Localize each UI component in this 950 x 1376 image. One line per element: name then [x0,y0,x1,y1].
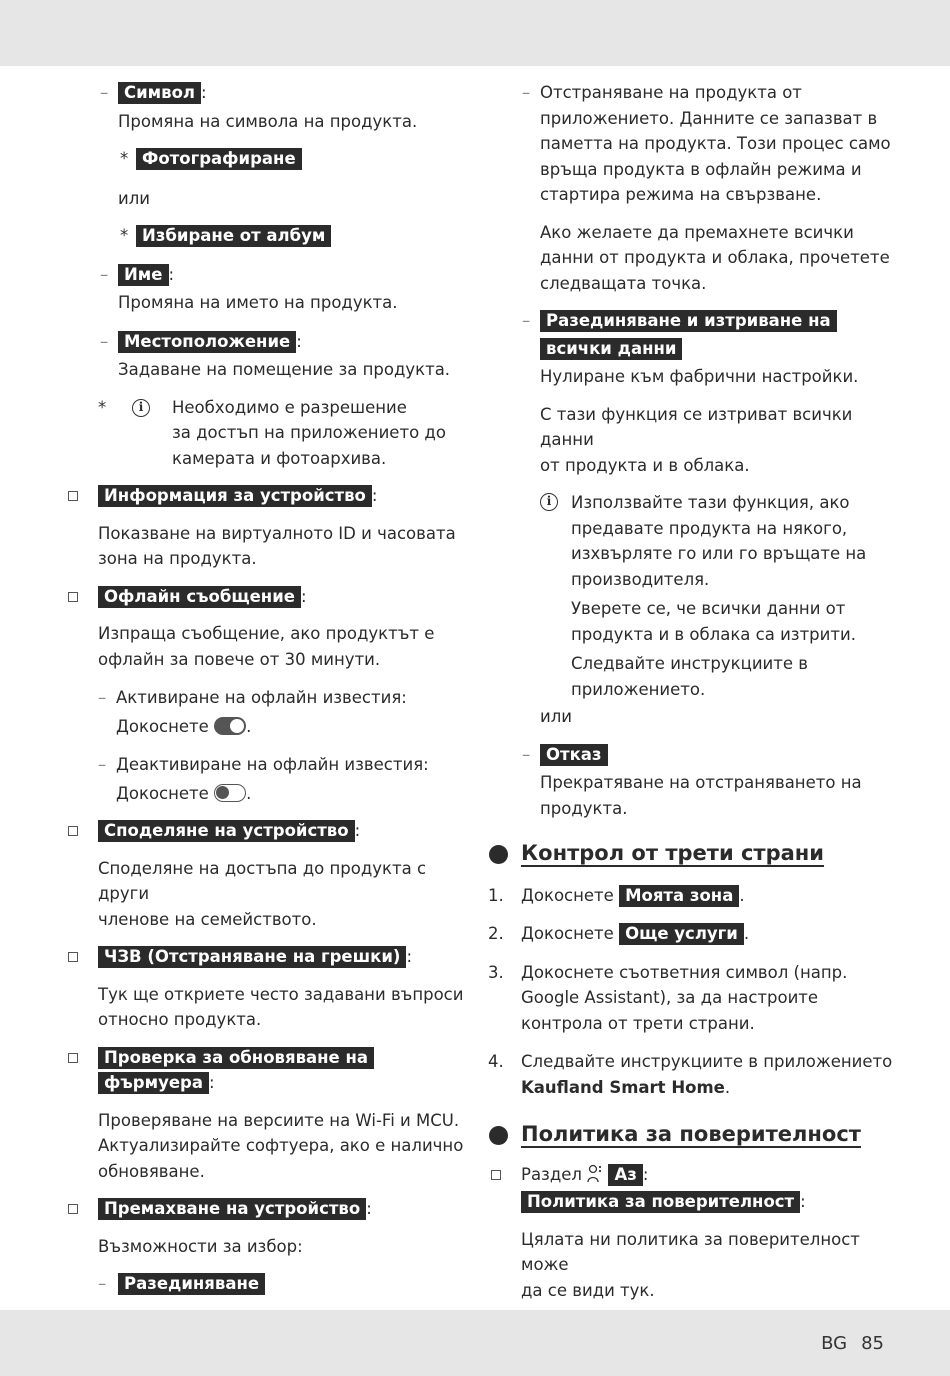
or-text: или [118,188,150,208]
colon: : [168,264,175,284]
colon: : [366,1199,372,1218]
toggle-off-icon [214,784,246,802]
dash: – [98,1274,107,1293]
offline-label: Офлайн съобщение [98,586,301,608]
more-services-label: Още услуги [619,923,744,945]
page-number: 85 [861,1333,884,1354]
left-column [68,80,468,1297]
text-line: обновяване. [98,1161,205,1181]
period: . [739,885,745,905]
choose-album-label: Избиране от албум [136,225,331,247]
text-line: изхвърляте го или го връщате на [571,544,867,563]
sharing-item [98,818,468,932]
privacy-policy-label: Политика за поверителност [521,1191,800,1213]
text-line: С тази функция се изтриват всички данни [540,404,853,449]
cancel-item [522,742,898,822]
firmware-label-line2: фърмуера [98,1072,209,1094]
deactivate-text: Деактивиране на офлайн известия: [116,755,429,774]
unpair-delete-desc: Нулиране към фабрични настройки. [540,367,859,386]
photo-option [120,146,468,172]
text-line: Отстраняване на продукта от [540,83,802,102]
unpair-desc [522,80,898,296]
step-text: Докоснете [521,885,614,905]
info-icon: i [132,399,150,417]
checkbox-square-icon [68,592,78,602]
text-line: производителя. [571,569,710,589]
step-4 [488,1049,898,1100]
or-text: или [540,707,572,726]
remove-device-label: Премахване на устройство [98,1198,366,1220]
firmware-item [98,1045,468,1185]
cancel-label: Отказ [540,744,608,766]
colon: : [642,1164,649,1184]
device-info-item [98,483,468,572]
text-line: продукта. [540,798,628,818]
location-label: Местоположение [118,331,296,353]
dash: – [522,311,531,330]
info-icon: i [540,493,558,511]
text-line: Проверяване на версиите на Wi-Fi и MCU. [98,1110,460,1130]
dash: – [522,744,531,764]
text-line: предавате продукта на някого, [571,518,848,538]
star: * [98,397,107,417]
symbol-desc: Промяна на символа на продукта. [118,111,418,131]
text-line: Уверете се, че всички данни от [571,599,846,618]
text-line: Докоснете съответния символ (напр. [521,962,848,982]
text-line: зона на продукта. [98,549,257,568]
text-line: паметта на продукта. Този процес само [540,134,891,153]
checkbox-square-icon [68,826,78,836]
step-number: 4. [488,1052,504,1071]
period: . [246,716,252,736]
colon: : [354,821,361,840]
text-line: Необходимо е разрешение [172,397,407,417]
text-line: данни от продукта и облака, прочетете [540,248,890,267]
colon: : [296,331,302,351]
app-name: Kaufland Smart Home [521,1077,725,1097]
text-line: Споделяне на достъпа до продукта с други [98,858,427,903]
step-number: 3. [488,962,504,982]
symbol-label: Символ [118,82,201,104]
section-title: Политика за поверителност [521,1122,861,1146]
text-line: Тук ще откриете често задавани въпроси [98,984,464,1004]
info-note [546,490,898,702]
text-line: приложението. Данните се запазват в [540,108,878,128]
language-code: BG [821,1333,848,1354]
text-line: членове на семейството. [98,909,317,929]
sharing-label: Споделяне на устройство [98,820,355,842]
my-zone-label: Моята зона [619,885,739,907]
unpair-delete-label-line1: Разединяване и изтриване на [540,310,837,332]
colon: : [800,1192,806,1211]
text-line: Google Assistant), за да настроите [521,988,819,1007]
text-line: да се види тук. [521,1280,655,1300]
person-icon [587,1164,603,1184]
dash: – [100,83,109,102]
faq-label: ЧЗВ (Отстраняване на грешки) [98,946,406,968]
text-line: Цялата ни политика за поверителност може [521,1229,860,1274]
third-party-heading [521,841,898,867]
permission-note [98,395,468,472]
bullet-dot-icon [489,845,508,864]
name-label: Име [118,264,169,286]
colon: : [371,486,378,505]
checkbox-square-icon [68,1053,78,1063]
checkbox-square-icon [68,491,78,501]
colon: : [201,83,207,102]
star: * [120,149,129,168]
firmware-label-line1: Проверка за обновяване на [98,1047,374,1069]
header-band [0,0,950,66]
step-3 [488,960,898,1037]
page-footer [807,1331,884,1357]
text-line: Следвайте инструкциите в [571,654,809,673]
privacy-item [521,1162,898,1304]
text-line: за достъп на приложението до [172,423,446,442]
dash: – [522,83,531,102]
touch-text: Докоснете [116,716,209,736]
unpair-subitem [98,1271,468,1297]
step-number: 2. [488,924,504,943]
text-line: офлайн за повече от 30 минути. [98,649,381,669]
activate-text: Активиране на офлайн известия: [116,688,407,707]
remove-device-item [98,1196,468,1297]
unpair-delete-item [522,308,898,478]
checkbox-square-icon [68,952,78,962]
text-line: Следвайте инструкциите в приложението [521,1052,893,1071]
period: . [246,783,252,803]
symbol-item [100,80,468,134]
text-line: връща продукта в офлайн режима и [540,159,862,179]
star: * [120,226,129,245]
dash: – [98,755,107,774]
step-1 [488,883,898,909]
colon: : [208,1073,215,1092]
unpair-label: Разединяване [118,1273,265,1295]
me-label: Аз [608,1164,642,1186]
dash: – [100,264,109,284]
text-line: Използвайте тази функция, ако [571,493,850,512]
text-line: Актуализирайте софтуера, ако е налично [98,1136,464,1155]
step-number: 1. [488,885,504,905]
location-item [100,329,468,383]
text-line: продукта и в облака са изтрити. [571,624,856,644]
activate-subitem [98,685,468,739]
section-title: Контрол от трети страни [521,841,825,865]
offline-item [98,584,468,807]
take-photo-label: Фотографиране [136,148,302,170]
text-line: Прекратяване на отстраняването на [540,773,862,792]
device-info-label: Информация за устройство [98,485,372,507]
touch-text: Докоснете [116,783,209,803]
deactivate-subitem [98,752,468,806]
checkbox-square-icon [491,1170,501,1180]
remove-desc: Възможности за избор: [98,1236,303,1256]
text-line: контрола от трети страни. [521,1013,755,1033]
text-line: Изпраща съобщение, ако продуктът е [98,624,435,643]
text-line: Показване на виртуалното ID и часовата [98,523,456,543]
step-2 [488,921,898,947]
section-text: Раздел [521,1164,582,1184]
dash: – [98,688,107,707]
colon: : [406,947,412,966]
text-line: стартира режима на свързване. [540,185,822,204]
checkbox-square-icon [68,1204,78,1214]
text-line: Ако желаете да премахнете всички [540,222,854,242]
period: . [724,1077,731,1097]
text-line: камерата и фотоархива. [172,448,387,468]
right-column [488,80,898,1303]
text-line: относно продукта. [98,1010,262,1029]
bullet-dot-icon [489,1126,508,1145]
text-line: приложението. [571,679,706,699]
text-line: от продукта и в облака. [540,455,750,475]
location-desc: Задаване на помещение за продукта. [118,360,451,379]
privacy-heading [521,1122,898,1148]
name-desc: Промяна на името на продукта. [118,293,398,312]
text-line: следващата точка. [540,273,707,293]
toggle-on-icon [214,717,246,735]
name-item [100,262,468,316]
dash: – [100,331,109,351]
step-text: Докоснете [521,924,614,943]
faq-item [98,944,468,1033]
unpair-delete-label-line2: всички данни [540,338,682,360]
colon: : [300,586,307,606]
period: . [743,924,750,943]
album-option [120,223,468,249]
